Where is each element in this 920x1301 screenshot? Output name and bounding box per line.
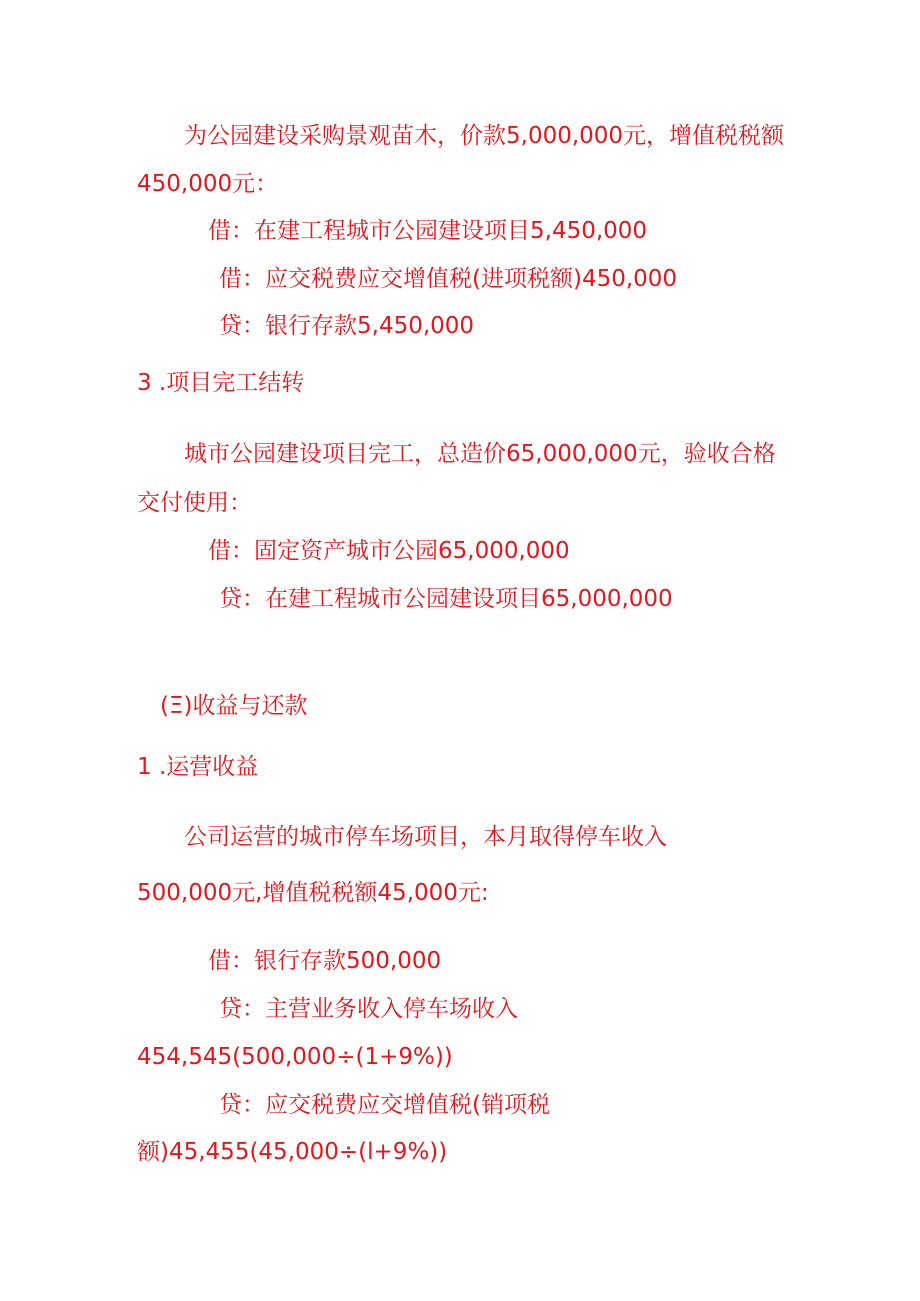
section-heading: (Ξ)收益与还款: [160, 693, 308, 719]
journal-entry-line: 借：银行存款500,000: [208, 948, 442, 974]
paragraph-line: 为公园建设采购景观苗木，价款5,000,000元，增值税税额: [184, 123, 785, 149]
journal-entry-line: 借：固定资产城市公园65,000,000: [208, 538, 570, 564]
section-heading: 3 .项目完工结转: [137, 370, 305, 396]
journal-entry-line: 贷：应交税费应交增值税(销项税: [219, 1092, 550, 1118]
paragraph-line: 450,000元：: [137, 171, 279, 197]
section-heading: 1 .运营收益: [137, 754, 259, 780]
journal-entry-line: 借：在建工程城市公园建设项目5,450,000: [208, 218, 648, 244]
journal-entry-line: 贷：主营业务收入停车场收入: [219, 996, 518, 1022]
journal-entry-line: 额)45,455(45,000÷(l+9%)): [137, 1139, 448, 1165]
journal-entry-line: 454,545(500,000÷(1+9%)): [137, 1044, 453, 1070]
journal-entry-line: 借：应交税费应交增值税(进项税额)450,000: [219, 266, 678, 292]
paragraph-line: 公司运营的城市停车场项目，本月取得停车收入: [184, 824, 667, 850]
paragraph-line: 交付使用：: [137, 490, 252, 516]
journal-entry-line: 贷：在建工程城市公园建设项目65,000,000: [219, 586, 673, 612]
paragraph-line: 城市公园建设项目完工，总造价65,000,000元，验收合格: [184, 441, 776, 467]
journal-entry-line: 贷：银行存款5,450,000: [219, 313, 475, 339]
paragraph-line: 500,000元,增值税税额45,000元:: [137, 880, 489, 906]
